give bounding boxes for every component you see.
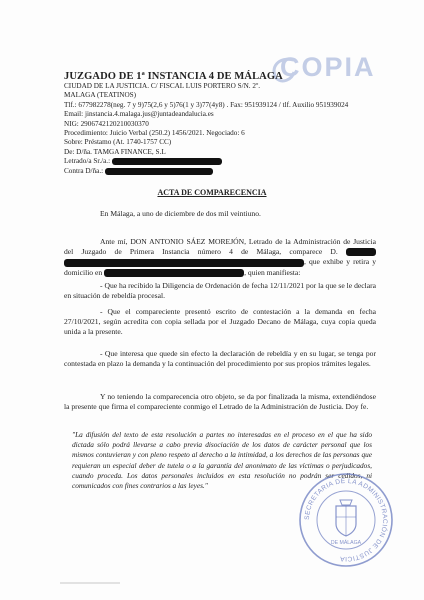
- redaction-bar: [104, 269, 244, 277]
- paragraph-date: En Málaga, a uno de diciembre de dos mil veintiuno.: [100, 209, 261, 218]
- appearance-text-3: retira y domicilio en: [64, 257, 376, 277]
- redaction-bar: [112, 158, 222, 165]
- paragraph-closing: Y no teniendo la comparecencia otro objeto, se da por finalizada la misma, extendiéndose la presente que firma el compareciente conmigo el Letrado de la Administración de Justicia. Doy fe.: [64, 392, 376, 412]
- appearance-text-4: , quien manifiesta:: [244, 267, 301, 277]
- redaction-bar: [346, 248, 376, 256]
- court-email: Email: jinstancia.4.malaga.jus@juntadeandalucia.es: [64, 110, 214, 119]
- nig-line: NIG: 2906742120210030370: [64, 119, 149, 128]
- page-footer-mark: [60, 582, 120, 584]
- seal-center-text: DE MÁLAGA: [330, 540, 362, 546]
- procedure-line: Procedimiento: Juicio Verbal (250.2) 1456/2021. Negociado: 6: [64, 129, 245, 138]
- subject-line: Sobre: Préstamo (At. 1740-1757 CC): [64, 138, 172, 147]
- appearance-text-2: , que exhibe y: [304, 257, 351, 267]
- defendant-label: Contra D/ña.:: [64, 166, 104, 175]
- court-city: MALAGA (TEATINOS): [64, 91, 137, 100]
- paragraph-statement-2: - Que el compareciente presentó escrito de contestación a la demanda en fecha 27/10/2021, según acredita con copia sellada por el Juzgado Decano de Málaga, cuya copia queda unida a la presente.: [64, 307, 376, 337]
- court-phone: Tlf.: 677982278(neg. 7 y 9)75(2,6 y 5)76(1 y 3)77(4y8) . Fax: 951939124 / tlf. Auxilio 951939024: [64, 100, 349, 109]
- redaction-bar: [105, 168, 213, 175]
- seal-ring-text: SECRETARIA DE LA ADMINISTRACIÓN DE JUSTICIA: [303, 477, 389, 563]
- appearance-text: Ante mí, DON ANTONIO SÁEZ MOREJÓN, Letrado de la Administración de Justicia del Juzgado de Primera Instancia número 4 de Málaga, comparece D.: [64, 237, 376, 257]
- redaction-bar: [64, 259, 304, 267]
- defendant-line: [64, 167, 374, 176]
- plaintiff-line: De: D/ña. TAMGA FINANCE, S.L: [64, 147, 166, 156]
- paragraph-statement-1: - Que ha recibido la Diligencia de Ordenación de fecha 12/11/2021 por la que se le declara en situación de rebeldía procesal.: [64, 281, 376, 301]
- lawyer-line: [64, 157, 374, 166]
- paragraph-statement-3: - Que interesa que quede sin efecto la declaración de rebeldía y en su lugar, se tenga por contestada en plazo la demanda y la continuación del procedimiento por sus propios trámites legales.: [64, 349, 376, 369]
- lawyer-label: Letrado/a Sr./a.:: [64, 157, 111, 166]
- court-name: JUZGADO DE 1ª INSTANCIA 4 DE MÁLAGA: [64, 71, 283, 82]
- privacy-notice: "La difusión del texto de esta resolución a partes no interesadas en el proceso en el que ha sido dictada sólo podrá llevarse a cabo previa disociación de los datos de carácter personal que los mismos contuvieran y con pleno respeto al derecho a la intimidad, a los derechos de las personas que requieran un especial deber de tutela o a la garantía del anonimato de las víctimas o perjudicados, cuando proceda. Los datos personales incluidos en esta resolución no podrán ser cedidos, ni comunicados con fines contrarios a las leyes.": [72, 430, 372, 491]
- copy-stamp: COPIA: [280, 52, 376, 82]
- official-seal: [296, 470, 396, 570]
- court-header: [64, 71, 374, 176]
- document-title: ACTA DE COMPARECENCIA: [157, 188, 267, 197]
- paragraph-appearance: [64, 237, 376, 278]
- court-address: CIUDAD DE LA JUSTICIA. C/ FISCAL LUIS PORTERO S/N. 2º.: [64, 82, 261, 90]
